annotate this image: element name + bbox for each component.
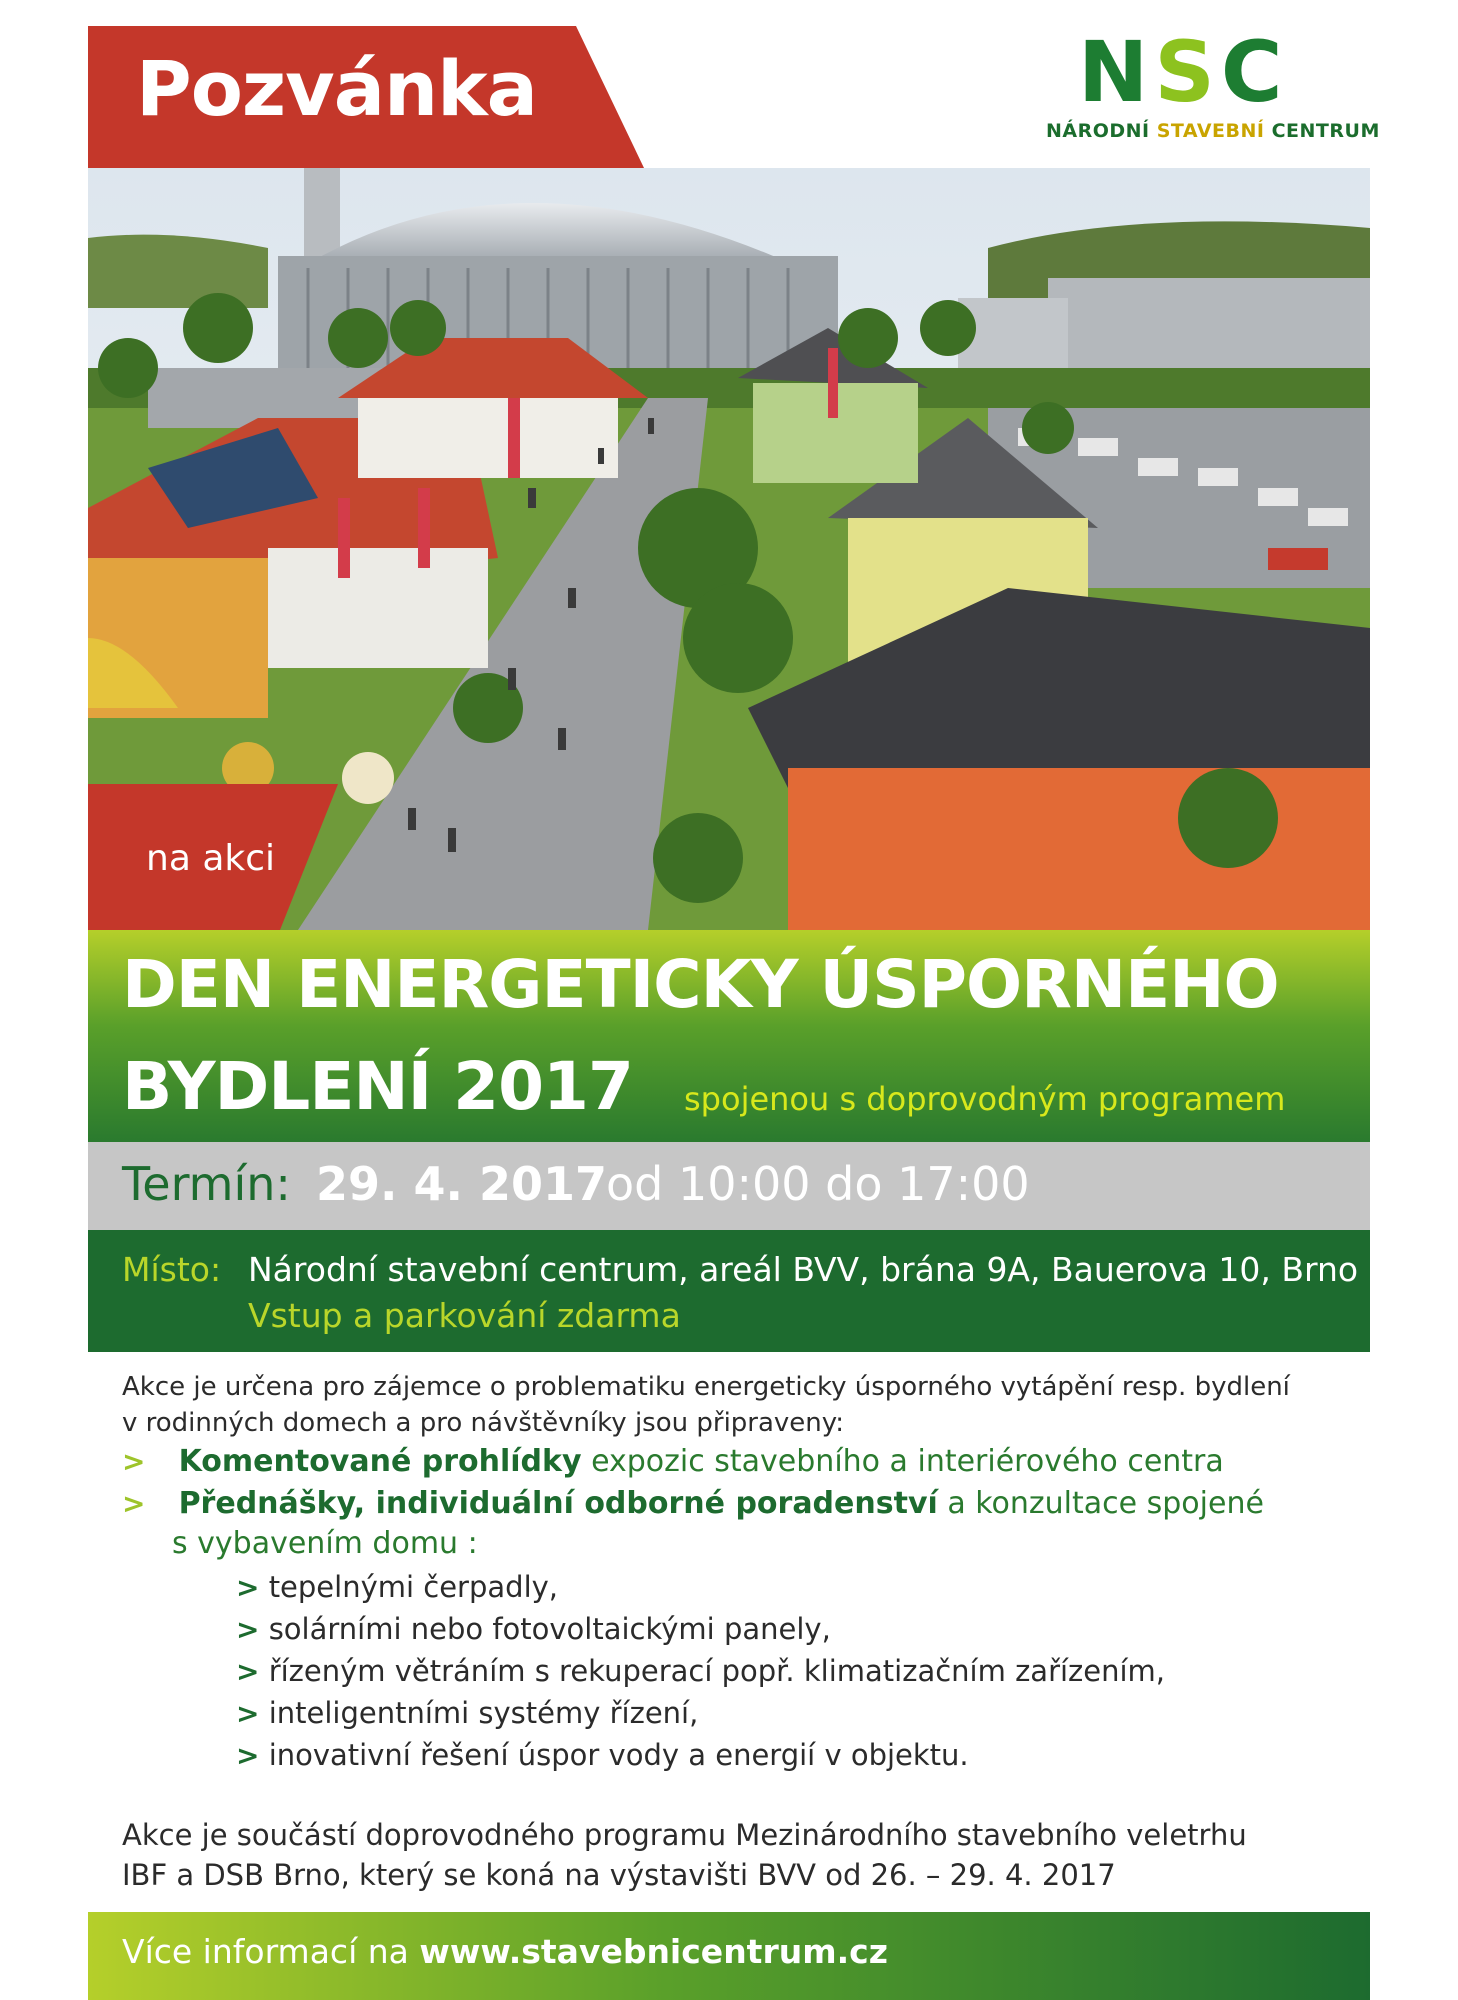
subitem-text: řízeným větráním s rekuperací popř. klimatizačním zařízením,: [268, 1654, 1166, 1688]
subitem: [236, 1696, 698, 1730]
invitation-title: Pozvánka: [136, 44, 537, 133]
event-title-line2: BYDLENÍ 2017: [122, 1048, 633, 1125]
logo-letter-s: S: [1154, 23, 1221, 121]
logo-sub-word3: CENTRUM: [1264, 120, 1380, 142]
bullet-lectures-bold: Přednášky, individuální odborné poradenství: [178, 1486, 938, 1521]
chevron-right-icon: >: [236, 1739, 260, 1772]
logo-letter-c: C: [1220, 23, 1289, 121]
chevron-right-icon: >: [122, 1487, 146, 1520]
footer-info: [122, 1932, 888, 1971]
outro-line-2: IBF a DSB Brno, který se koná na výstavišti BVV od 26. – 29. 4. 2017: [122, 1858, 1116, 1892]
website-link[interactable]: www.stavebnicentrum.cz: [419, 1932, 888, 1971]
bullet-lectures-cont: s vybavením domu :: [172, 1526, 478, 1561]
event-title-line1: DEN ENERGETICKY ÚSPORNÉHO: [122, 946, 1279, 1023]
subitem-text: solárními nebo fotovoltaickými panely,: [268, 1612, 831, 1646]
bullet-lectures-rest: a konzultace spojené: [937, 1486, 1264, 1521]
nsc-logo: [1078, 23, 1289, 121]
outro-line-1: Akce je součástí doprovodného programu Mezinárodního stavebního veletrhu: [122, 1818, 1247, 1852]
logo-letter-n: N: [1078, 23, 1155, 121]
event-subtitle: spojenou s doprovodným programem: [684, 1080, 1286, 1118]
na-akci-label: na akci: [146, 838, 276, 879]
place-label: Místo:: [122, 1250, 222, 1289]
subitem: [236, 1654, 1165, 1688]
time-range: od 10:00 do 17:00: [606, 1157, 1030, 1211]
chevron-right-icon: >: [122, 1445, 146, 1478]
chevron-right-icon: >: [236, 1571, 260, 1604]
date-value: 29. 4. 2017: [316, 1157, 608, 1211]
footer-lead: Více informací na: [122, 1932, 420, 1971]
chevron-right-icon: >: [236, 1655, 260, 1688]
logo-subtitle: [1046, 120, 1380, 142]
bullet-lectures: [122, 1486, 1264, 1521]
subitem: [236, 1738, 969, 1772]
free-entry-note: Vstup a parkování zdarma: [248, 1296, 681, 1335]
subitem: [236, 1570, 558, 1604]
subitem-text: inteligentními systémy řízení,: [268, 1696, 699, 1730]
subitem: [236, 1612, 831, 1646]
chevron-right-icon: >: [236, 1613, 260, 1646]
subitem-text: inovativní řešení úspor vody a energií v objektu.: [268, 1738, 969, 1772]
place-value: Národní stavební centrum, areál BVV, brána 9A, Bauerova 10, Brno: [248, 1250, 1359, 1289]
logo-sub-word2: STAVEBNÍ: [1156, 120, 1265, 142]
bullet-tours-bold: Komentované prohlídky: [178, 1444, 582, 1479]
date-label: Termín:: [122, 1157, 291, 1211]
intro-line-2: v rodinných domech a pro návštěvníky jsou připraveny:: [122, 1408, 845, 1438]
bullet-tours: [122, 1444, 1224, 1479]
subitem-text: tepelnými čerpadly,: [268, 1570, 559, 1604]
chevron-right-icon: >: [236, 1697, 260, 1730]
bullet-tours-rest: expozic stavebního a interiérového centra: [581, 1444, 1224, 1479]
logo-sub-word1: NÁRODNÍ: [1046, 120, 1157, 142]
intro-line-1: Akce je určena pro zájemce o problematiku energeticky úsporného vytápění resp. bydlení: [122, 1372, 1290, 1402]
